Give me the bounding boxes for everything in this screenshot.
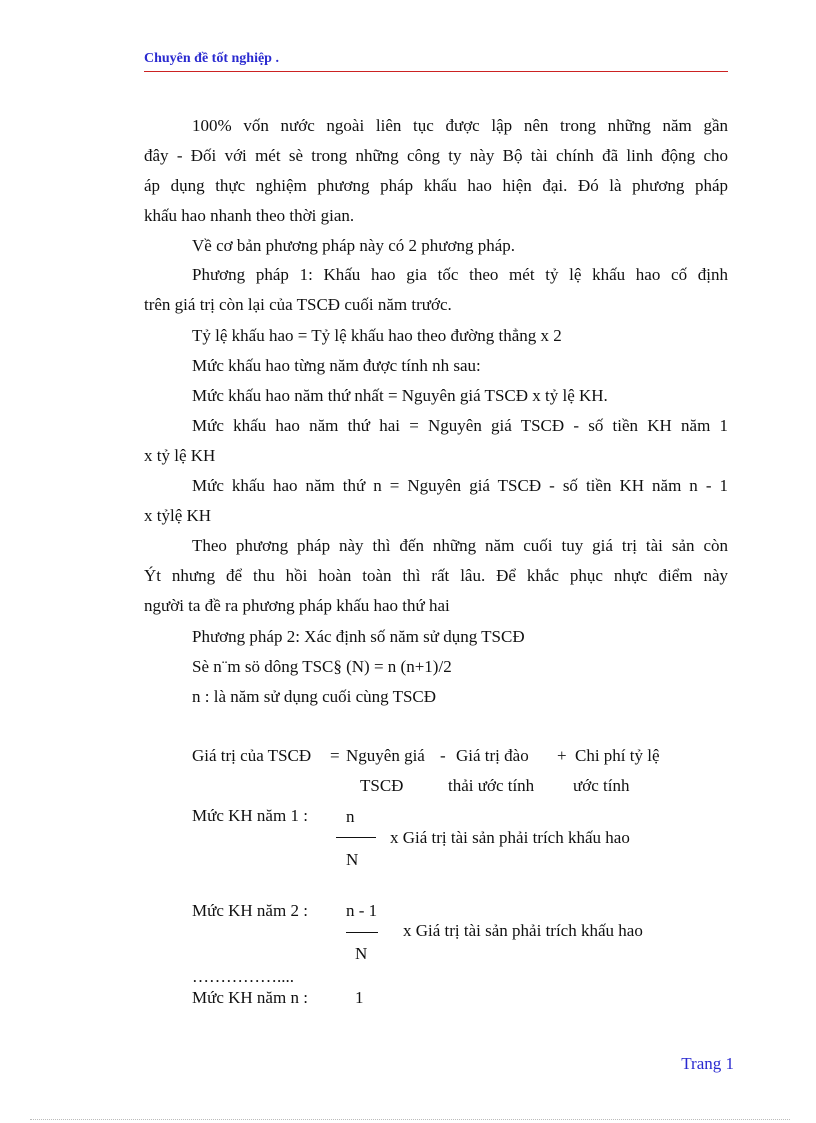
paragraph-line: người ta đề ra phương pháp khấu hao thứ hai [144,596,450,615]
khn-numerator: 1 [355,988,364,1007]
paragraph-line: 100% vốn nước ngoài liên tục được lập nên trong những năm gần [192,116,728,135]
kh1-label: Mức KH năm 1 : [192,806,308,825]
formula-term-salvage: Giá trị đào [456,746,529,765]
paragraph-1 [144,111,728,231]
paragraph-line: x tỷlệ KH [144,506,212,525]
paragraph-3 [144,260,728,320]
formula-sub-estimate: ước tính [573,776,630,795]
paragraph-7 [144,411,728,471]
khn-label: Mức KH năm n : [192,988,308,1007]
footer-divider [30,1119,790,1120]
paragraph-line: Mức khấu hao năm thứ hai = Nguyên giá TSCĐ - số tiền KH năm 1 [192,416,728,435]
ellipsis-line: …………….... [192,967,294,986]
kh1-denominator: N [346,850,359,869]
formula-term-cost-ratio: Chi phí tỷ lệ [575,746,660,765]
paragraph-line: x tỷ lệ KH [144,446,216,465]
kh2-label: Mức KH năm 2 : [192,901,308,920]
paragraph-line: trên giá trị còn lại của TSCĐ cuối năm trước. [144,295,452,314]
formula-sub-salvage: thải ước tính [448,776,535,795]
kh2-numerator: n - 1 [346,901,378,920]
paragraph-5: Mức khấu hao từng năm được tính nh sau: [192,356,481,375]
formula-equals: = [330,746,340,765]
paragraph-line: khấu hao nhanh theo thời gian. [144,206,355,225]
kh1-numerator: n [346,807,355,826]
paragraph-line: đây - Đối với mét sè trong những công ty này Bộ tài chính đã linh động cho [144,146,728,165]
formula-sub-asset: TSCĐ [360,776,404,795]
kh1-multiplier-text: x Giá trị tài sản phải trích khấu hao [390,828,630,847]
formula-term-cost: Nguyên giá [346,746,425,765]
paragraph-12: n : là năm sử dụng cuối cùng TSCĐ [192,687,437,706]
kh1-fraction-bar [336,837,376,838]
formula-plus: + [557,746,567,765]
formula-lhs: Giá trị của TSCĐ [192,746,312,765]
kh2-multiplier-text: x Giá trị tài sản phải trích khấu hao [403,921,643,940]
paragraph-line: Ýt nhưng để thu hồi hoàn toàn thì rất lâu. Để khắc phục nhực điểm này [144,566,728,585]
header-divider [144,71,728,72]
paragraph-line: Phương pháp 1: Khấu hao gia tốc theo mét tỷ lệ khấu hao cố định [192,265,728,284]
paragraph-8 [144,471,728,531]
paragraph-line: Theo phương pháp này thì đến những năm cuối tuy giá trị tài sản còn [192,536,728,555]
paragraph-line: áp dụng thực nghiệm phương pháp khấu hao hiện đại. Đó là phương pháp [144,176,728,195]
header-title: Chuyên đề tốt nghiệp . [144,51,279,66]
paragraph-10: Phương pháp 2: Xác định số năm sử dụng TSCĐ [192,627,525,646]
paragraph-4: Tỷ lệ khấu hao = Tỷ lệ khấu hao theo đường thẳng x 2 [192,326,562,345]
kh2-denominator: N [355,944,368,963]
paragraph-line: Mức khấu hao năm thứ n = Nguyên giá TSCĐ - số tiền KH năm n - 1 [192,476,728,495]
paragraph-6: Mức khấu hao năm thứ nhất = Nguyên giá TSCĐ x tỷ lệ KH. [192,386,608,405]
page-number: Trang 1 [681,1054,734,1073]
paragraph-9 [144,531,728,621]
paragraph-11: Sè n¨m sö dông TSC§ (N) = n (n+1)/2 [192,657,452,676]
paragraph-2: Về cơ bản phương pháp này có 2 phương pháp. [192,236,515,255]
formula-minus: - [440,746,446,765]
kh2-fraction-bar [346,932,378,933]
